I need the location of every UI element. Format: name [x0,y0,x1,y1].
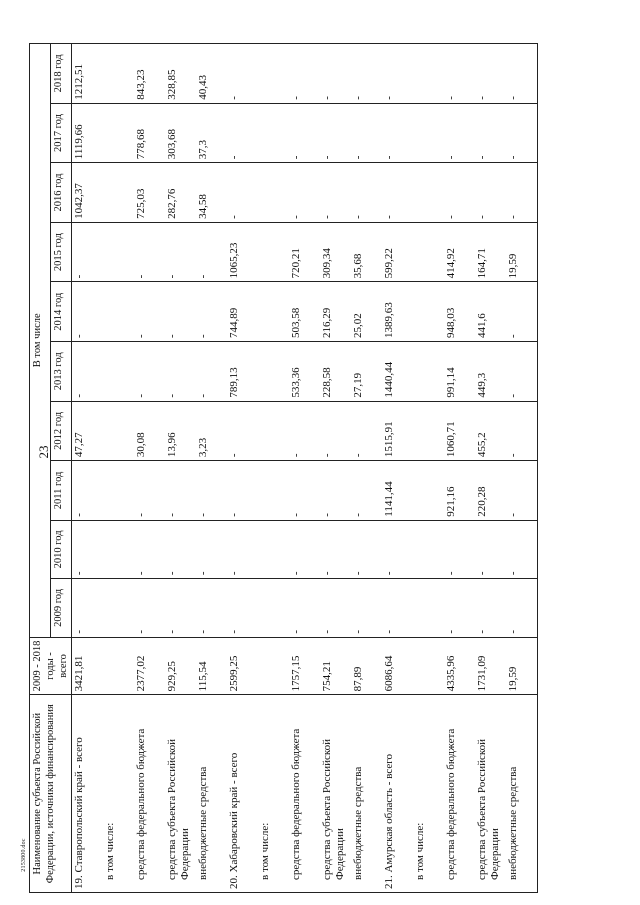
row-year-value-cell: - [134,341,165,401]
row-total-cell: 2377,02 [134,637,165,695]
row-year-value-cell: - [475,163,506,223]
row-year-value-cell: - [196,579,227,637]
row-year-value-cell: - [444,520,475,578]
row-year-value-cell: 948,03 [444,282,475,342]
row-year-value-cell: - [351,579,382,637]
header-year: 2014 год [51,282,72,342]
row-year-value-cell: - [320,163,351,223]
header-year: 2012 год [51,401,72,461]
row-name-cell: внебюджетные средства [506,695,538,893]
table-body [72,44,538,893]
row-year-value-cell [258,103,289,163]
row-name-cell: средства федерального бюджета [134,695,165,893]
row-year-value-cell: - [289,44,320,104]
row-year-value-cell: - [506,341,538,401]
row-year-value-cell [413,44,444,104]
row-year-value-cell: 1065,23 [227,222,258,282]
header-total-column: 2009 - 2018 годы - всего [30,637,72,695]
header-year: 2009 год [51,579,72,637]
row-year-value-cell: - [382,579,413,637]
row-year-value-cell [103,44,134,104]
row-year-value-cell [413,282,444,342]
row-name-cell: средства федерального бюджета [444,695,475,893]
row-year-value-cell: - [196,341,227,401]
row-year-value-cell: 441,6 [475,282,506,342]
row-year-value-cell: - [72,461,104,521]
row-year-value-cell [258,44,289,104]
row-year-value-cell [413,163,444,223]
row-year-value-cell: - [506,461,538,521]
row-name-cell: средства субъекта Российской Федерации [165,695,196,893]
row-year-value-cell: - [134,222,165,282]
row-total-cell [413,637,444,695]
row-year-value-cell: - [444,579,475,637]
row-total-cell: 6086,64 [382,637,413,695]
row-total-cell: 929,25 [165,637,196,695]
row-year-value-cell [413,401,444,461]
row-year-value-cell: 220,28 [475,461,506,521]
row-name-cell: внебюджетные средства [351,695,382,893]
row-year-value-cell: - [506,401,538,461]
row-year-value-cell: - [506,163,538,223]
row-year-value-cell: - [382,44,413,104]
table-row [258,44,289,893]
row-year-value-cell [103,103,134,163]
row-total-cell [258,637,289,695]
row-year-value-cell [103,341,134,401]
table-row [134,44,165,893]
table-row [165,44,196,893]
row-year-value-cell: 303,68 [165,103,196,163]
funding-table-frame [29,43,611,893]
row-year-value-cell: 843,23 [134,44,165,104]
table-row [413,44,444,893]
row-year-value-cell [258,163,289,223]
row-year-value-cell [258,282,289,342]
header-group-label: В том числе [30,44,51,638]
row-year-value-cell: 725,03 [134,163,165,223]
row-year-value-cell: 720,21 [289,222,320,282]
row-year-value-cell: - [320,520,351,578]
row-year-value-cell: - [351,44,382,104]
row-year-value-cell [103,461,134,521]
row-year-value-cell [413,461,444,521]
row-total-cell: 2599,25 [227,637,258,695]
row-year-value-cell: - [289,401,320,461]
row-year-value-cell [258,461,289,521]
row-year-value-cell: 25,02 [351,282,382,342]
table-row [382,44,413,893]
row-year-value-cell [258,222,289,282]
row-year-value-cell: - [351,520,382,578]
row-year-value-cell: 328,85 [165,44,196,104]
row-year-value-cell: 1212,51 [72,44,104,104]
row-year-value-cell: - [196,222,227,282]
row-year-value-cell: - [382,103,413,163]
row-name-cell: внебюджетные средства [196,695,227,893]
row-total-cell: 4335,96 [444,637,475,695]
row-year-value-cell: - [134,579,165,637]
row-year-value-cell: 27,19 [351,341,382,401]
row-year-value-cell [103,520,134,578]
row-year-value-cell: - [165,579,196,637]
row-year-value-cell: 449,3 [475,341,506,401]
row-year-value-cell: - [444,44,475,104]
row-year-value-cell: - [444,103,475,163]
row-year-value-cell [413,579,444,637]
row-year-value-cell: - [196,282,227,342]
document-id: 2153800.doc [21,838,27,872]
row-year-value-cell: 1389,63 [382,282,413,342]
row-year-value-cell [258,341,289,401]
row-year-value-cell: - [289,520,320,578]
row-year-value-cell: 789,13 [227,341,258,401]
row-year-value-cell: 1060,71 [444,401,475,461]
row-year-value-cell: - [72,222,104,282]
row-year-value-cell: - [475,520,506,578]
row-year-value-cell: - [227,461,258,521]
row-year-value-cell: - [351,103,382,163]
row-year-value-cell: 216,29 [320,282,351,342]
row-year-value-cell: 778,68 [134,103,165,163]
row-year-value-cell: - [506,579,538,637]
row-total-cell: 754,21 [320,637,351,695]
row-year-value-cell: 228,58 [320,341,351,401]
row-total-cell: 115,54 [196,637,227,695]
row-name-cell: в том числе: [258,695,289,893]
row-year-value-cell: - [196,461,227,521]
row-year-value-cell: 1515,91 [382,401,413,461]
row-year-value-cell: - [475,579,506,637]
row-year-value-cell: 35,68 [351,222,382,282]
row-total-cell: 3421,81 [72,637,104,695]
row-year-value-cell [258,520,289,578]
row-year-value-cell: 1440,44 [382,341,413,401]
row-year-value-cell: - [134,282,165,342]
row-year-value-cell: - [351,461,382,521]
row-year-value-cell: - [227,579,258,637]
row-year-value-cell: - [227,103,258,163]
row-year-value-cell: 37,3 [196,103,227,163]
row-year-value-cell [258,401,289,461]
row-year-value-cell [258,579,289,637]
row-year-value-cell: - [506,44,538,104]
row-year-value-cell: 164,71 [475,222,506,282]
row-year-value-cell: - [227,44,258,104]
row-year-value-cell: - [289,461,320,521]
header-year: 2013 год [51,341,72,401]
table-row [289,44,320,893]
row-year-value-cell: - [320,401,351,461]
row-year-value-cell: 599,22 [382,222,413,282]
row-year-value-cell: - [289,163,320,223]
row-year-value-cell: - [165,520,196,578]
row-total-cell: 1731,09 [475,637,506,695]
row-name-cell: 20. Хабаровский край - всего [227,695,258,893]
header-name-column: Наименование субъекта Российской Федерации, источники финансирования [30,695,72,893]
row-year-value-cell: 19,59 [506,222,538,282]
row-year-value-cell: 503,58 [289,282,320,342]
row-total-cell: 1757,15 [289,637,320,695]
row-year-value-cell: - [475,44,506,104]
header-year: 2017 год [51,103,72,163]
row-year-value-cell: - [475,103,506,163]
row-year-value-cell [413,103,444,163]
row-year-value-cell: 991,14 [444,341,475,401]
table-row [320,44,351,893]
row-name-cell: в том числе: [413,695,444,893]
row-year-value-cell: - [289,103,320,163]
row-year-value-cell: - [289,579,320,637]
row-year-value-cell: 30,08 [134,401,165,461]
row-year-value-cell: - [444,163,475,223]
row-name-cell: средства субъекта Российской Федерации [320,695,351,893]
row-year-value-cell [103,222,134,282]
row-year-value-cell: - [320,461,351,521]
row-year-value-cell: - [320,103,351,163]
row-year-value-cell [103,401,134,461]
row-year-value-cell: - [165,222,196,282]
row-year-value-cell: 3,23 [196,401,227,461]
row-year-value-cell: - [351,401,382,461]
row-year-value-cell: - [506,520,538,578]
row-total-cell: 19,59 [506,637,538,695]
row-year-value-cell: 34,58 [196,163,227,223]
row-year-value-cell: - [72,520,104,578]
row-year-value-cell: 282,76 [165,163,196,223]
table-row [196,44,227,893]
row-year-value-cell: - [227,163,258,223]
row-year-value-cell [413,520,444,578]
row-year-value-cell: - [165,282,196,342]
row-year-value-cell: - [72,579,104,637]
row-year-value-cell: - [506,282,538,342]
row-year-value-cell: - [351,163,382,223]
row-year-value-cell [413,222,444,282]
row-name-cell: 21. Амурская область - всего [382,695,413,893]
row-year-value-cell: 1119,66 [72,103,104,163]
row-year-value-cell: 921,16 [444,461,475,521]
table-row [475,44,506,893]
table-row [351,44,382,893]
table-row [103,44,134,893]
row-year-value-cell: - [227,401,258,461]
row-year-value-cell: 455,2 [475,401,506,461]
row-year-value-cell [103,163,134,223]
row-year-value-cell: - [320,44,351,104]
header-year: 2015 год [51,222,72,282]
row-year-value-cell: 40,43 [196,44,227,104]
row-year-value-cell: 1141,44 [382,461,413,521]
header-year: 2011 год [51,461,72,521]
row-year-value-cell: - [134,520,165,578]
row-year-value-cell: 13,96 [165,401,196,461]
row-year-value-cell: - [382,520,413,578]
row-year-value-cell: - [134,461,165,521]
header-year: 2010 год [51,520,72,578]
table-row [506,44,538,893]
header-year: 2018 год [51,44,72,104]
row-year-value-cell: 744,89 [227,282,258,342]
row-year-value-cell: - [72,341,104,401]
funding-table [29,43,538,893]
row-year-value-cell: - [506,103,538,163]
row-total-cell: 87,89 [351,637,382,695]
page-number: 23 [36,445,51,459]
row-year-value-cell: - [165,341,196,401]
row-total-cell [103,637,134,695]
row-name-cell: средства федерального бюджета [289,695,320,893]
row-year-value-cell: 414,92 [444,222,475,282]
row-year-value-cell: 309,34 [320,222,351,282]
row-name-cell: 19. Ставропольский край - всего [72,695,104,893]
row-name-cell: в том числе: [103,695,134,893]
row-year-value-cell: 47,27 [72,401,104,461]
table-row [72,44,104,893]
row-year-value-cell: - [165,461,196,521]
row-year-value-cell: - [196,520,227,578]
table-row [444,44,475,893]
row-name-cell: средства субъекта Российской Федерации [475,695,506,893]
row-year-value-cell: - [72,282,104,342]
row-year-value-cell: 533,36 [289,341,320,401]
row-year-value-cell: - [227,520,258,578]
row-year-value-cell: - [382,163,413,223]
row-year-value-cell [103,579,134,637]
table-header-row [30,44,51,893]
row-year-value-cell: - [320,579,351,637]
table-row [227,44,258,893]
row-year-value-cell [103,282,134,342]
row-year-value-cell [413,341,444,401]
row-year-value-cell: 1042,37 [72,163,104,223]
header-year: 2016 год [51,163,72,223]
